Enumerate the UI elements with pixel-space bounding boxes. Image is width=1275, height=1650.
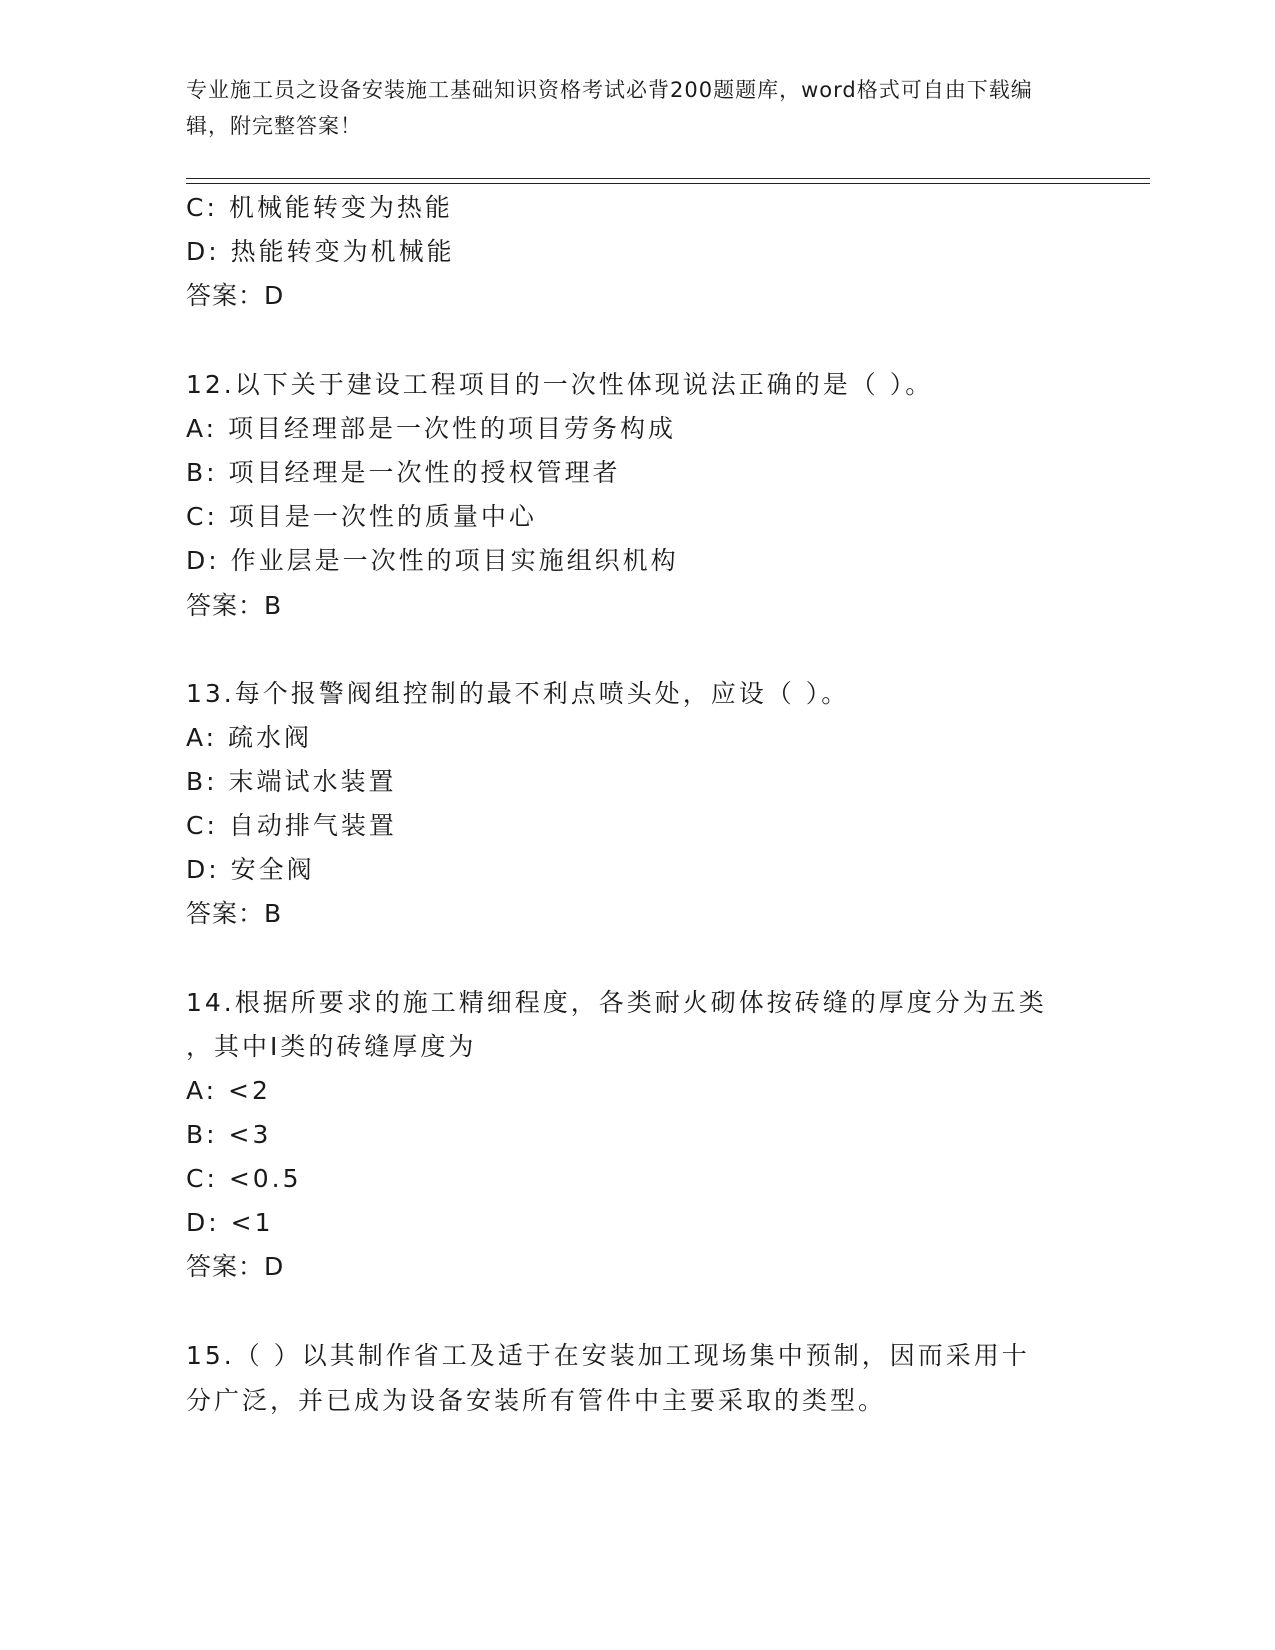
question-12-option-a: A: 项目经理部是一次性的项目劳务构成 — [186, 414, 677, 443]
question-12-answer: 答案：B — [186, 591, 283, 620]
question-14-answer: 答案：D — [186, 1252, 285, 1281]
question-13-option-a: A: 疏水阀 — [186, 723, 313, 752]
question-13: 13.每个报警阀组控制的最不利点喷头处，应设（ ）。 — [186, 679, 850, 708]
question-12: 12.以下关于建设工程项目的一次性体现说法正确的是（ ）。 — [186, 370, 934, 399]
question-12-option-d: D: 作业层是一次性的项目实施组织机构 — [186, 546, 679, 575]
question-14-continued: ，其中Ⅰ类的砖缝厚度为 — [186, 1032, 477, 1061]
header-divider-secondary — [186, 183, 1150, 184]
question-12-option-c: C: 项目是一次性的质量中心 — [186, 502, 537, 531]
document-header: 专业施工员之设备安装施工基础知识资格考试必背200题题库，word格式可自由下载编辑，附完整答案！ — [186, 78, 1033, 138]
question-13-option-c: C: 自动排气装置 — [186, 811, 397, 840]
option-c: C: 机械能转变为热能 — [186, 193, 453, 222]
question-14-option-b: B: <3 — [186, 1120, 272, 1149]
answer-line: 答案：D — [186, 281, 285, 310]
option-d: D: 热能转变为机械能 — [186, 237, 455, 266]
question-15: 15.（ ）以其制作省工及适于在安装加工现场集中预制，因而采用十 — [186, 1341, 1030, 1370]
question-12-option-b: B: 项目经理是一次性的授权管理者 — [186, 458, 621, 487]
question-15-continued: 分广泛，并已成为设备安装所有管件中主要采取的类型。 — [186, 1386, 887, 1415]
question-14: 14.根据所要求的施工精细程度，各类耐火砌体按砖缝的厚度分为五类 — [186, 988, 1047, 1017]
question-13-option-d: D: 安全阀 — [186, 855, 315, 884]
question-14-option-c: C: <0.5 — [186, 1164, 302, 1193]
question-14-option-a: A: <2 — [186, 1076, 271, 1105]
question-13-option-b: B: 末端试水装置 — [186, 767, 397, 796]
header-divider — [186, 178, 1150, 179]
question-14-option-d: D: <1 — [186, 1208, 274, 1237]
question-13-answer: 答案：B — [186, 899, 283, 928]
